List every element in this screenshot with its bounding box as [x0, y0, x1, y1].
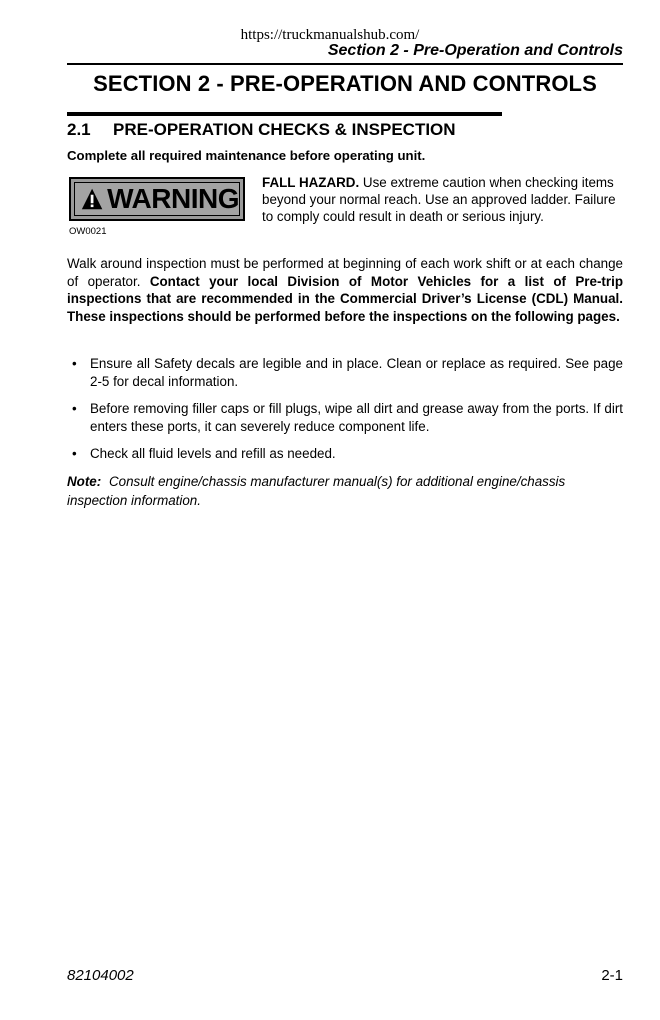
- note-label: Note:: [67, 474, 102, 489]
- intro-bold: Contact your local Division of Motor Vehicles for a list of Pre-trip inspections that are recommended in the Commercial Driver’s License (CDL) Manual. These inspections should be performed before the inspections on the following pages.: [67, 273, 623, 324]
- warning-message: [262, 174, 624, 225]
- note: [67, 472, 623, 510]
- source-url: https://truckmanualshub.com/: [240, 27, 420, 43]
- bullet-marker: •: [72, 401, 77, 416]
- running-head: Section 2 - Pre-Operation and Controls: [327, 42, 623, 59]
- header-rule: [67, 63, 623, 65]
- lead-instruction: Complete all required maintenance before operating unit.: [67, 148, 426, 163]
- list-item-text: Check all fluid levels and refill as needed.: [90, 446, 336, 461]
- page-number: 2-1: [601, 967, 623, 984]
- list-item: [67, 400, 623, 436]
- section-rule: [67, 112, 502, 116]
- list-item-text: Ensure all Safety decals are legible and in place. Clean or replace as required. See page 2-5 for decal information.: [90, 356, 623, 389]
- subsection-heading: [67, 119, 456, 140]
- inspection-list: [67, 355, 623, 472]
- intro-plain: Walk around inspection must be performed at beginning of each work shift or at each change of operator.: [67, 256, 623, 289]
- list-item-text: Before removing filler caps or fill plugs, wipe all dirt and grease away from the ports. If dirt enters these ports, it can severely reduce component life.: [90, 401, 623, 434]
- document-number: 82104002: [67, 967, 134, 984]
- exclamation-triangle-icon: [81, 186, 103, 212]
- bullet-marker: •: [72, 356, 77, 371]
- bullet-marker: •: [72, 446, 77, 461]
- note-text: Consult engine/chassis manufacturer manual(s) for additional engine/chassis inspection information.: [67, 474, 566, 508]
- section-title: SECTION 2 - PRE-OPERATION AND CONTROLS: [93, 71, 597, 96]
- subsection-number: 2.1: [67, 120, 91, 139]
- list-item: [67, 355, 623, 391]
- warning-word: WARNING: [107, 183, 239, 214]
- warning-code: OW0021: [69, 226, 107, 237]
- list-item: [67, 445, 623, 463]
- warning-hazard: FALL HAZARD.: [262, 175, 360, 190]
- subsection-title: PRE-OPERATION CHECKS & INSPECTION: [113, 120, 456, 139]
- intro-paragraph: [67, 255, 623, 325]
- warning-label: [69, 177, 245, 221]
- warning-text: Use extreme caution when checking items beyond your normal reach. Use an approved ladder. Failure to comply could result in death or serious injury.: [262, 175, 616, 224]
